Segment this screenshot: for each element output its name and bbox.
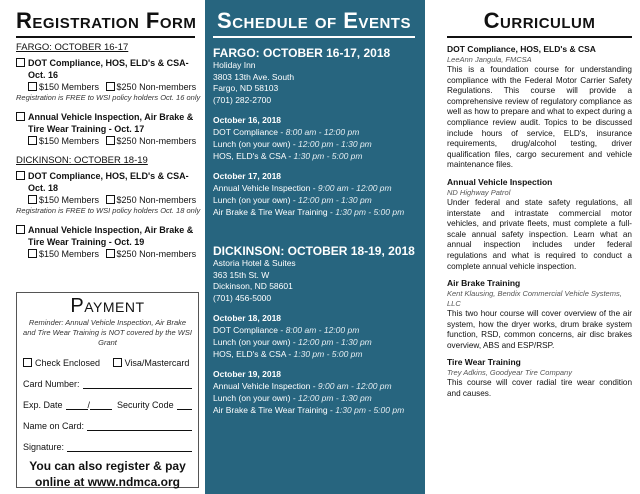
event-name: Annual Vehicle Inspection - [213, 381, 318, 391]
name-on-card-label: Name on Card: [23, 421, 85, 431]
check-enclosed-label: Check Enclosed [35, 358, 101, 368]
fargo-course1-price-options [28, 81, 195, 93]
curriculum-title: Curriculum [483, 8, 596, 33]
event-name: Lunch (on your own) - [213, 337, 299, 347]
event-time: 1:30 pm - 5:00 pm [293, 151, 363, 161]
event-date: October 19, 2018 [213, 369, 282, 379]
member-price-label: $150 Members [39, 195, 100, 205]
schedule-rule [213, 36, 415, 38]
curriculum-column [425, 0, 640, 494]
signature-line[interactable] [67, 443, 192, 452]
event-name: DOT Compliance - [213, 325, 286, 335]
course-instructor: ND Highway Patrol [447, 187, 511, 197]
event-date: October 18, 2018 [213, 313, 282, 323]
exp-year-line[interactable] [87, 400, 112, 410]
payment-box [16, 292, 199, 488]
fargo-address-line: Holiday Inn [213, 60, 256, 70]
nonmember-price-label: $250 Non-members [116, 249, 197, 259]
event-name: Air Brake & Tire Wear Training - [213, 405, 336, 415]
event-name: Lunch (on your own) - [213, 393, 299, 403]
online-registration-text: You can also register & pay online at www.ndmca.org [29, 459, 186, 489]
event-name: Lunch (on your own) - [213, 195, 299, 205]
fargo-course1-option[interactable] [16, 57, 195, 81]
exp-date-label: Exp. Date [23, 400, 63, 410]
nonmember-price-label: $250 Non-members [116, 136, 197, 146]
dickinson-course2-label: Annual Vehicle Inspection, Air Brake & Tire Wear Training - Oct. 19 [28, 225, 194, 247]
checkbox[interactable] [16, 58, 25, 67]
event-date: October 16, 2018 [213, 115, 282, 125]
dickinson-phone: (701) 456-5000 [213, 292, 272, 303]
course-title: Tire Wear Training [447, 357, 521, 368]
checkbox[interactable] [16, 171, 25, 180]
visa-mastercard-checkbox[interactable] [113, 358, 122, 367]
fargo-course2-price-options [28, 135, 195, 147]
name-on-card-field[interactable] [23, 421, 192, 431]
dickinson-address-line: Dickinson, ND 58601 [213, 281, 293, 291]
exp-date-field[interactable] [23, 400, 192, 410]
visa-mastercard-label: Visa/Mastercard [124, 358, 190, 368]
event-time: 1:30 pm - 5:00 pm [335, 207, 405, 217]
event-row [213, 336, 415, 348]
event-row [213, 324, 415, 336]
event-row [213, 138, 415, 150]
dickinson-address-line: Astoria Hotel & Suites [213, 258, 296, 268]
event-name: Air Brake & Tire Wear Training - [213, 207, 336, 217]
registration-rule [16, 36, 195, 38]
exp-slash: / [87, 400, 91, 410]
event-row [213, 348, 415, 360]
course-title: Air Brake Training [447, 278, 521, 289]
nonmember-price-label: $250 Non-members [116, 82, 197, 92]
payment-method-options [23, 358, 192, 368]
nonmember-price-label: $250 Non-members [116, 195, 197, 205]
member-checkbox[interactable] [28, 82, 37, 91]
member-price-label: $150 Members [39, 82, 100, 92]
event-row [213, 392, 415, 404]
event-name: DOT Compliance - [213, 127, 286, 137]
event-name: Annual Vehicle Inspection - [213, 183, 318, 193]
curriculum-rule [447, 36, 632, 38]
fargo-city-heading: FARGO: OCTOBER 16-17, 2018 [213, 46, 391, 60]
fargo-phone: (701) 282-2700 [213, 94, 272, 105]
check-enclosed-checkbox[interactable] [23, 358, 32, 367]
exp-month-line[interactable] [66, 401, 88, 410]
member-price-label: $150 Members [39, 136, 100, 146]
event-time: 1:30 pm - 5:00 pm [293, 349, 363, 359]
card-number-line[interactable] [83, 380, 192, 389]
signature-label: Signature: [23, 442, 65, 452]
fargo-address-line: 3803 13th Ave. South [213, 71, 295, 82]
nonmember-checkbox[interactable] [106, 136, 115, 145]
event-time: 12:00 pm - 1:30 pm [298, 337, 372, 347]
member-checkbox[interactable] [28, 249, 37, 258]
nonmember-checkbox[interactable] [106, 195, 115, 204]
event-time: 12:00 pm - 1:30 pm [298, 139, 372, 149]
member-checkbox[interactable] [28, 136, 37, 145]
event-time: 9:00 am - 12:00 pm [317, 183, 392, 193]
event-row [213, 150, 415, 162]
dickinson-wsi-note: Registration is FREE to WSI policy holders Oct. 18 only [16, 206, 201, 215]
course-description: This is a foundation course for understanding compliance with the Federal Motor Carrier Safety Regulations. This course will provide a comprehensive review of regulatory compliance as well as how to prepare and what to expect during a compliance review audit. Topics to be discussed include hours of service, ELD's, insurance requirements, drug/alcohol testing, driver qualification files, cargo securement and vehicle maintenance files. [447, 65, 632, 170]
dickinson-course2-option[interactable] [16, 224, 195, 248]
event-row [213, 380, 415, 392]
course-instructor: LeeAnn Jangula, FMCSA [447, 55, 532, 64]
checkbox[interactable] [16, 225, 25, 234]
dickinson-location: DICKINSON: OCTOBER 18-19 [16, 155, 148, 166]
nonmember-checkbox[interactable] [106, 249, 115, 258]
event-row [213, 126, 415, 138]
dickinson-course1-option[interactable] [16, 170, 195, 194]
member-price-label: $150 Members [39, 249, 100, 259]
course-title: DOT Compliance, HOS, ELD's & CSA [447, 44, 596, 54]
dickinson-course1-label: DOT Compliance, HOS, ELD's & CSA-Oct. 18 [28, 171, 189, 193]
fargo-course2-option[interactable] [16, 111, 195, 135]
signature-field[interactable] [23, 442, 192, 452]
event-time: 8:00 am - 12:00 pm [285, 127, 360, 137]
event-row [213, 194, 415, 206]
fargo-address-line: Fargo, ND 58103 [213, 83, 279, 93]
nonmember-checkbox[interactable] [106, 82, 115, 91]
event-date: October 17, 2018 [213, 171, 282, 181]
dickinson-course1-price-options [28, 194, 195, 206]
schedule-title: Schedule of Events [217, 8, 411, 33]
fargo-wsi-note: Registration is FREE to WSI policy holders Oct. 16 only [16, 93, 201, 102]
event-time: 12:00 pm - 1:30 pm [298, 195, 372, 205]
course-instructor: Kent Klausing, Bendix Commercial Vehicle Systems, LLC [447, 289, 622, 309]
security-code-line[interactable] [177, 401, 192, 410]
dickinson-city-heading: DICKINSON: OCTOBER 18-19, 2018 [213, 244, 415, 258]
event-time: 1:30 pm - 5:00 pm [335, 405, 405, 415]
course-description: This course will cover radial tire wear condition and causes. [447, 378, 632, 399]
fargo-course1-label: DOT Compliance, HOS, ELD's & CSA-Oct. 16 [28, 58, 189, 80]
checkbox[interactable] [16, 112, 25, 121]
schedule-column [205, 0, 425, 494]
payment-title: Payment [70, 295, 145, 317]
event-time: 12:00 pm - 1:30 pm [298, 393, 372, 403]
registration-title: Registration Form [16, 8, 197, 33]
event-name: Lunch (on your own) - [213, 139, 299, 149]
event-time: 8:00 am - 12:00 pm [285, 325, 360, 335]
course-title: Annual Vehicle Inspection [447, 176, 553, 187]
course-description: Under federal and state safety regulations, all interstate and intrastate commercial motor vehicles, and private fleets, must complete a full-scale annual safety inspection. Learn what an annual inspection includes under federal regulations and what is required to conduct a complete annual vehicle inspection. [447, 197, 632, 271]
course-description: This two hour course will cover overview of the air system, how the dryer works, drum brake system function, RSD, common concerns, air disc brakes overview, ABS and ESP/RSP. [447, 309, 632, 350]
dickinson-course2-price-options [28, 248, 195, 260]
card-number-label: Card Number: [23, 379, 80, 389]
security-code-label: Security Code [117, 400, 174, 410]
fargo-course2-label: Annual Vehicle Inspection, Air Brake & Tire Wear Training - Oct. 17 [28, 112, 194, 134]
card-number-field[interactable] [23, 379, 192, 389]
member-checkbox[interactable] [28, 195, 37, 204]
payment-reminder: Reminder: Annual Vehicle Inspection, Air Brake and Tire Wear Training is NOT covered by the WSI Grant [23, 318, 192, 347]
event-row [213, 404, 415, 416]
dickinson-address-line: 363 15th St. W [213, 269, 270, 280]
event-row [213, 206, 415, 218]
fargo-location: FARGO: OCTOBER 16-17 [16, 42, 129, 53]
event-time: 9:00 am - 12:00 pm [317, 381, 392, 391]
event-name: HOS, ELD's & CSA - [213, 349, 294, 359]
course-instructor: Trey Adkins, Goodyear Tire Company [447, 368, 572, 378]
name-on-card-line[interactable] [87, 422, 192, 431]
event-row [213, 182, 415, 194]
event-name: HOS, ELD's & CSA - [213, 151, 294, 161]
